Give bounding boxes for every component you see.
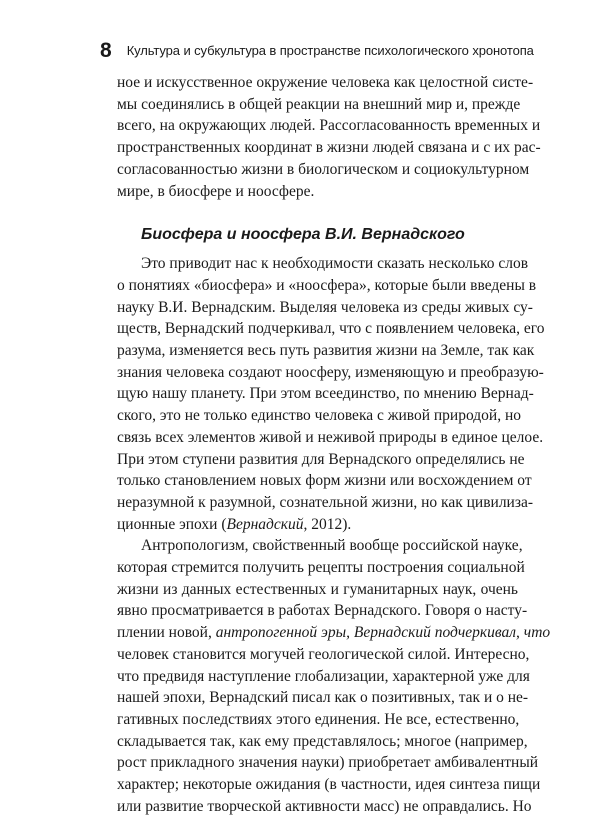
- text-line: что предвидя наступление глобализации, характерной уже для: [117, 667, 530, 685]
- text-line: о понятиях «биосфера» и «ноосфера», которые были введены в: [117, 276, 537, 294]
- text-line: знания человека создают ноосферу, изменяющую и преобразую-: [117, 363, 544, 381]
- text-line: науку В.И. Вернадским. Выделяя человека из среды живых су-: [117, 298, 533, 316]
- text-line: мире, в биосфере и ноосфере.: [117, 182, 315, 200]
- text-segment: плении новой,: [117, 624, 216, 642]
- text-line: связь всех элементов живой и неживой природы в единое целое.: [117, 428, 544, 446]
- text-line: всего, на окружающих людей. Рассогласованность временных и: [117, 117, 541, 135]
- text-line: жизни из данных естественных и гуманитарных наук, очень: [117, 580, 518, 598]
- text-line: рост прикладного значения науки) приобретает амбивалентный: [117, 754, 539, 772]
- italic-emphasis: антропогенной эры, Вернадский подчеркивал, что: [215, 624, 551, 642]
- text-line: характер; некоторые ожидания (в частности, идея синтеза пищи: [117, 776, 541, 794]
- text-line: явно просматривается в работах Вернадского. Говоря о насту-: [117, 602, 528, 620]
- running-title: Культура и субкультура в пространстве психологического хронотопа: [126, 43, 534, 58]
- text-line: ществ, Вернадский подчеркивал, что с появлением человека, его: [117, 320, 545, 338]
- body-text: [117, 72, 551, 818]
- text-line: щую нашу планету. При этом всеединство, по мнению Вернад-: [117, 385, 534, 403]
- text-line: ского, это не только единство человека с живой природой, но: [117, 407, 521, 425]
- text-line: [117, 514, 518, 536]
- text-line: пространственных координат в жизни людей связана и с их рас-: [117, 139, 541, 157]
- text-line: [117, 622, 551, 644]
- text-line: которая стремится получить рецепты построения социальной: [117, 559, 525, 577]
- paragraph: [117, 253, 545, 535]
- paragraph: [117, 535, 551, 817]
- text-line: ное и искусственное окружение человека как целостной систе-: [117, 74, 534, 91]
- text-line: гативных последствиях этого единения. Не все, естественно,: [117, 710, 520, 728]
- text-line: мы соединялись в общей реакции на внешний мир и, прежде: [117, 95, 521, 113]
- text-line: человек становится могучей геологической силой. Интересно,: [117, 645, 530, 663]
- text-line: согласованностью жизни в биологическом и социокультурном: [117, 160, 530, 178]
- paragraph: [117, 72, 541, 202]
- text-segment: , 2012).: [303, 515, 352, 533]
- text-segment: ционные эпохи (: [117, 515, 227, 533]
- text-line: только становлением новых форм жизни или восхождением от: [117, 472, 532, 490]
- text-line: складывается так, как ему представлялось; многое (например,: [117, 732, 528, 750]
- text-line: или развитие творческой активности масс) не оправдались. Но: [117, 797, 532, 815]
- text-line: Антропологизм, свойственный вообще российской науке,: [141, 537, 523, 555]
- citation-author: Вернадский: [226, 515, 304, 533]
- text-line: нашей эпохи, Вернадский писал как о позитивных, так и о не-: [117, 689, 529, 707]
- running-header: [100, 38, 534, 64]
- section-heading: Биосфера и ноосфера В.И. Вернадского: [141, 226, 465, 244]
- page-number: 8: [100, 39, 112, 62]
- text-line: Это приводит нас к необходимости сказать несколько слов: [141, 255, 529, 273]
- text-line: При этом ступени развития для Вернадского определялись не: [117, 450, 525, 468]
- text-line: неразумной к разумной, сознательной жизни, но как цивилиза-: [117, 493, 534, 511]
- text-line: разума, изменяется весь путь развития жизни на Земле, так как: [117, 342, 535, 360]
